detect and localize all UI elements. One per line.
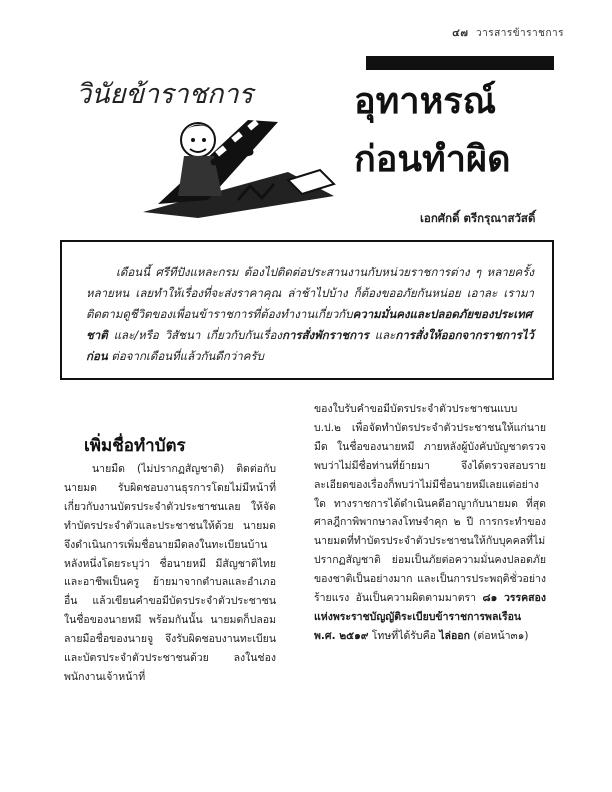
page-number: ๔๗ <box>452 28 469 39</box>
intro-bold-2: การสั่งพักราชการ <box>282 328 369 342</box>
right-text-1: ของใบรับคำขอมีบัตรประจำตัวประชาชนแบบ บ.ป.๒ เพื่อจัดทำบัตรประจำตัวประชาชนให้แก่นายมืด ในชื่อของนายหมี ภายหลังผู้บังคับบัญชาตรวจพบว่าไม่มีชื่อท่านที่ย้ายมา จึงได้ตรวจสอบรายละเอียดของเรื่องก็พบว่าไม่มีชื่อนายหมีเลยแต่อย่างใด ทางราชการได้ดำเนินคดีอาญากับนายมด ที่สุดศาลฎีกาพิพากษาลงโทษจำคุก ๒ ปี การกระทำของนายมดที่ทำบัตรประจำตัวประชาชนให้กับบุคคลที่ไม่ปรากฏสัญชาติ ย่อมเป็นภัยต่อความมั่นคงปลอดภัยของชาติเป็นอย่างมาก และเป็นการประพฤติชั่วอย่างร้ายแรง อันเป็นความผิดตามมาตรา <box>314 403 546 605</box>
cartoon-illustration <box>138 100 338 218</box>
intro-text-4: ต่อจากเดือนที่แล้วกันดีกว่าครับ <box>107 349 264 363</box>
headline-line-1: อุทาหรณ์ <box>354 81 497 122</box>
right-text-3: (ต่อหน้า๓๑) <box>469 629 529 642</box>
intro-paragraph <box>86 262 534 367</box>
intro-text-1: เดือนนี้ ศรีทีปังแหละกรม ต้องไปติดต่อประสานงานกับหน่วยราชการต่าง ๆ หลายครั้ง หลายหน เลยทำให้เรื่องที่จะส่งราคาคุณ ล่าช้าไปบ้าง ก็ต้องขออภัยกันหน่อย เอาละ เรามาติดตามดูชีวิตของเพื่อนข้าราชการที่ต้องทำงานเกี่ยวกับ <box>86 265 534 321</box>
headline-bar <box>366 56 554 70</box>
intro-bold-1: ความมั่นคงและปลอดภัยของประเทศชาติ <box>86 307 533 342</box>
intro-bold-3: การสั่งให้ออกจากราชการไว้ก่อน <box>86 328 534 363</box>
headline-line-2: ก่อนทำผิด <box>354 139 511 180</box>
section-heading: เพิ่มชื่อทำบัตร <box>84 436 186 456</box>
column-title: วินัยข้าราชการ <box>76 79 254 110</box>
intro-box <box>60 240 554 380</box>
intro-text-2: และ/หรือ วิสัชนา เกี่ยวกับกันเรื่อง <box>107 328 282 342</box>
right-bold-law: ๘๑ วรรคสอง แห่งพระราชบัญญัติระเบียบข้าราชการพลเรือน พ.ศ. ๒๕๑๙ <box>314 592 546 642</box>
left-text: (ไม่ปรากฏสัญชาติ) ติดต่อกับนายมด รับผิดชอบงานธุรการโดยไม่มีหน้าที่เกี่ยวกับงานบัตรประจำตัวประชาชนเลย ให้จัดทำบัตรประจำตัวและประชาชนให้ด้วย นายมดจึงดำเนินการเพิ่มชื่อนายมืดลงในทะเบียนบ้านหลังหนึ่งโดยระบุว่า ชื่อนายหมี มีสัญชาติไทยและอาชีพเป็นครู ย้ายมาจากตำบลและอำเภออื่น แล้วเขียนคำขอมีบัตรประจำตัวประชาชนในชื่อของนายหมี พร้อมกันนั้น นายมดก็ปลอมลายมือชื่อของนายจู จึงรับผิดชอบงานทะเบียนและบัตรประจำตัวประชาชนด้วย ลงในช่องพนักงานเจ้าหน้าที่ <box>64 463 276 683</box>
right-bold-penalty: ไล่ออก <box>439 629 470 642</box>
left-paragraph <box>64 460 276 687</box>
author-byline: เอกศักดิ์ ตรีกรุณาสวัสดิ์ <box>420 211 536 225</box>
left-column <box>64 460 276 687</box>
right-paragraph <box>314 400 546 646</box>
right-column <box>314 400 546 646</box>
right-text-2: โทษที่ได้รับคือ <box>368 629 440 642</box>
intro-text-3: และ <box>368 328 396 342</box>
journal-name: วารสารข้าราชการ <box>476 28 564 39</box>
page-header <box>452 26 564 41</box>
left-name-lead: นายมืด <box>92 463 125 475</box>
